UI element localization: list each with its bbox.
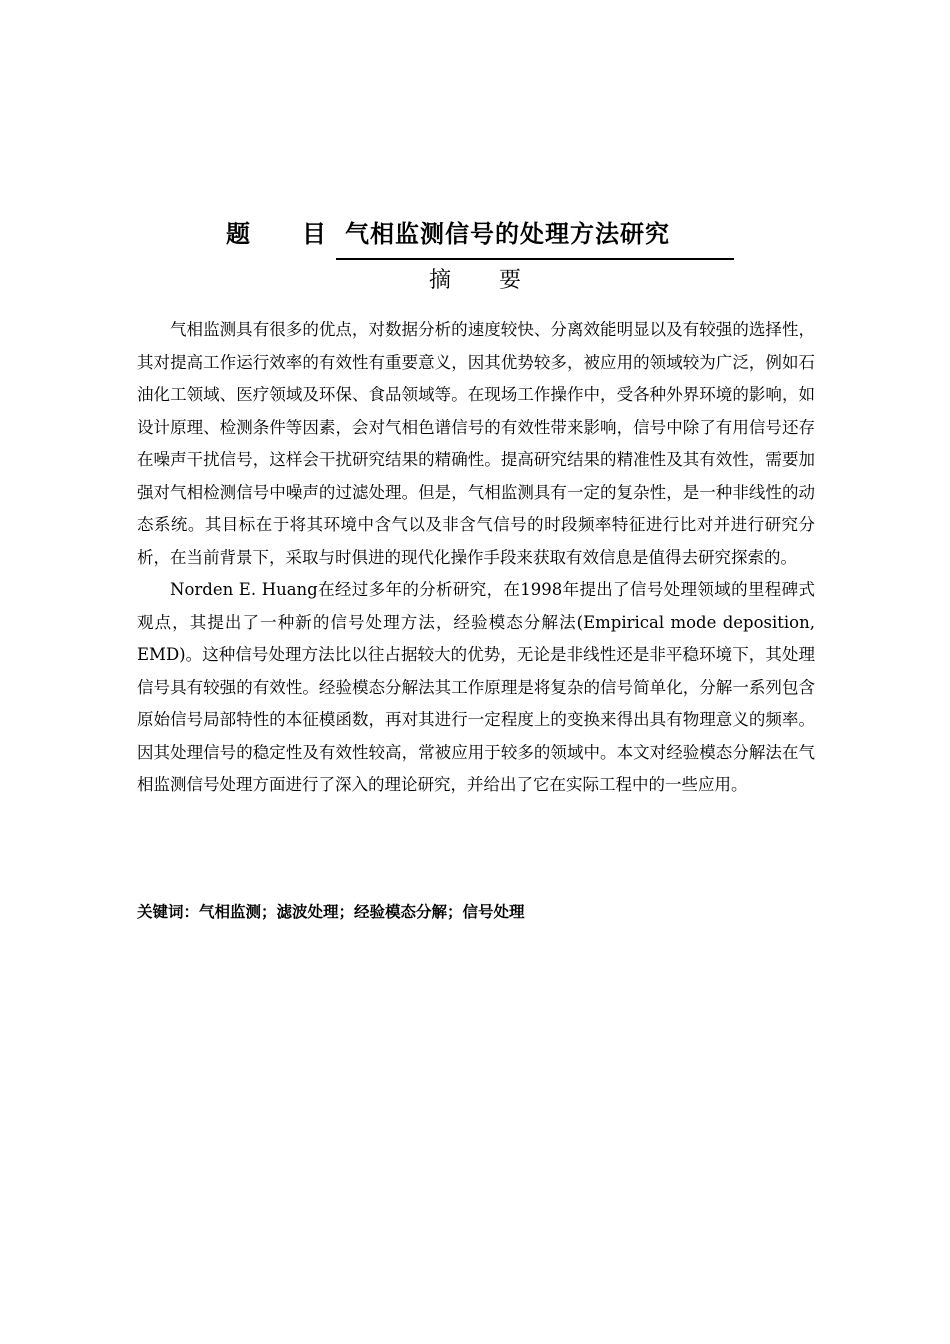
title-row (0, 212, 950, 252)
thesis-title: 气相监测信号的处理方法研究 (345, 220, 670, 248)
abstract-paragraph-2: Norden E. Huang在经过多年的分析研究，在1998年提出了信号处理领域的里程碑式观点，其提出了一种新的信号处理方法，经验模态分解法(Empirical mode deposition, EMD)。这种信号处理方法比以往占据较大的优势，无论是非线性还是非平稳环境下，其处理信号具有较强的有效性。经验模态分解法其工作原理是将复杂的信号简单化，分解一系列包含原始信号局部特性的本征模函数，再对其进行一定程度上的变换来得出具有物理意义的频率。因其处理信号的稳定性及有效性较高，常被应用于较多的领域中。本文对经验模态分解法在气相监测信号处理方面进行了深入的理论研究，并给出了它在实际工程中的一些应用。 (137, 580, 815, 794)
title-label: 题目 (226, 220, 378, 248)
keywords-line: 关键词：气相监测；滤波处理；经验模态分解；信号处理 (137, 903, 525, 921)
title-underline (336, 258, 734, 260)
abstract-heading: 摘要 (428, 268, 569, 293)
abstract-body (137, 314, 815, 802)
abstract-paragraph-1: 气相监测具有很多的优点，对数据分析的速度较快、分离效能明显以及有较强的选择性，其对提高工作运行效率的有效性有重要意义，因其优势较多，被应用的领域较为广泛，例如石油化工领域、医疗领域及环保、食品领域等。在现场工作操作中，受各种外界环境的影响，如设计原理、检测条件等因素，会对气相色谱信号的有效性带来影响，信号中除了有用信号还存在噪声干扰信号，这样会干扰研究结果的精确性。提高研究结果的精准性及其有效性，需要加强对气相检测信号中噪声的过滤处理。但是，气相监测具有一定的复杂性，是一种非线性的动态系统。其目标在于将其环境中含气以及非含气信号的时段频率特征进行比对并进行研究分析，在当前背景下，采取与时俱进的现代化操作手段来获取有效信息是值得去研究探索的。 (137, 320, 815, 567)
